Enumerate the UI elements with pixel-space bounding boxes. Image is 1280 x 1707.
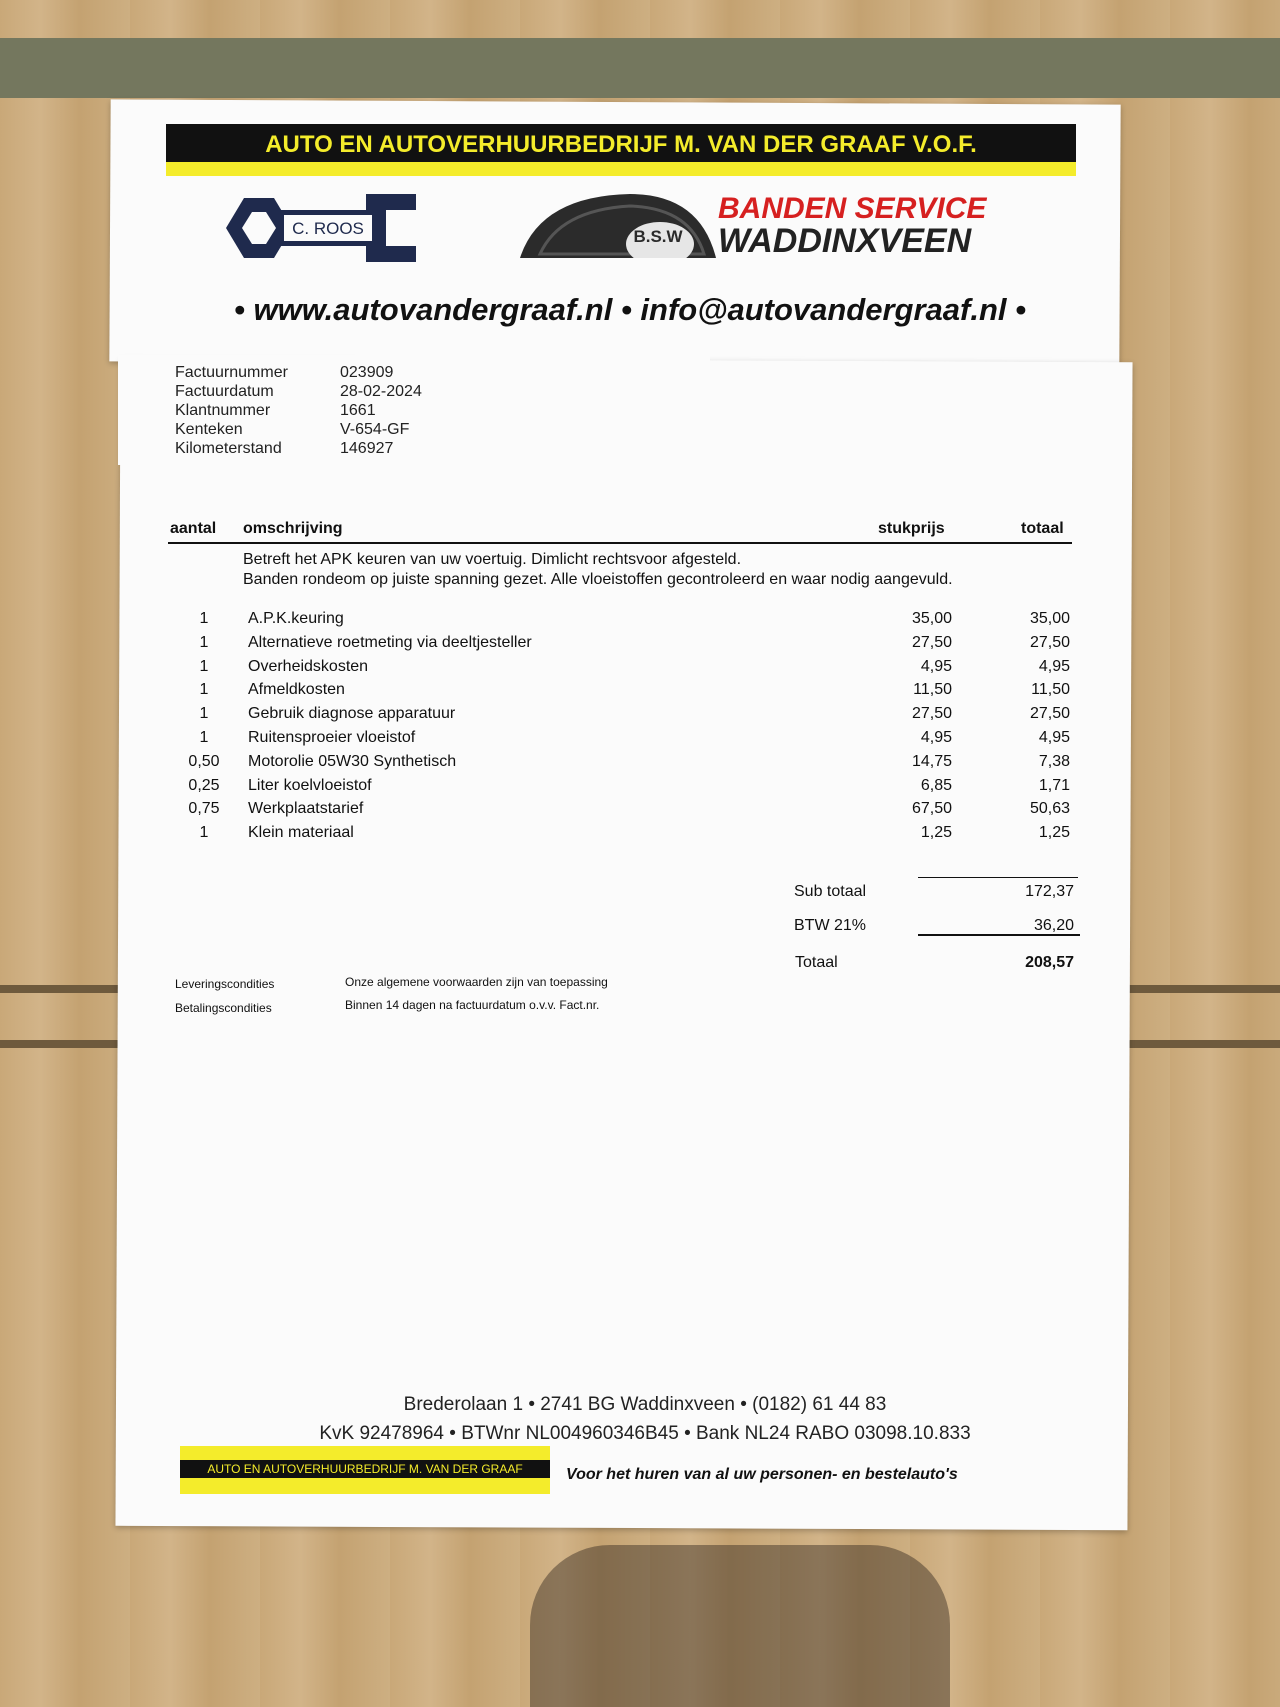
header-total: totaal (1021, 520, 1064, 537)
line-items (168, 610, 1072, 848)
row-description: Afmeldkosten (248, 681, 345, 699)
meta-mileage (175, 440, 422, 459)
meta-value: 146927 (340, 440, 394, 457)
delivery-conditions-value: Onze algemene voorwaarden zijn van toepassing (345, 975, 608, 989)
tire-logo (520, 192, 716, 258)
row-qty: 1 (199, 633, 209, 651)
total-value: 208,57 (1025, 954, 1074, 971)
table-row (168, 753, 1072, 777)
footer-registration: KvK 92478964 • BTWnr NL004960346B45 • Bank NL24 RABO 03098.10.833 (319, 1423, 971, 1444)
row-unit-price: 1,25 (920, 824, 952, 842)
table-header (168, 516, 1072, 544)
meta-invoice-number (175, 364, 422, 383)
payment-conditions-label: Betalingscondities (175, 1001, 272, 1015)
table-row (168, 729, 1072, 753)
table-row (168, 705, 1072, 729)
meta-label: Klantnummer (175, 402, 271, 419)
header-description: omschrijving (243, 520, 343, 537)
total-label: Totaal (795, 954, 838, 971)
table-row (168, 610, 1072, 634)
meta-value: 023909 (340, 364, 394, 381)
table-row (168, 658, 1072, 682)
header-qty: aantal (170, 520, 217, 537)
row-total: 4,95 (1038, 657, 1070, 675)
row-description: Alternatieve roetmeting via deeltjesteller (248, 633, 532, 651)
row-qty: 0,50 (188, 752, 220, 770)
table-rail (0, 38, 1280, 98)
meta-label: Kenteken (175, 421, 243, 438)
row-qty: 1 (199, 610, 209, 627)
roos-logo-text: C. ROOS (292, 219, 364, 238)
row-unit-price: 6,85 (920, 776, 952, 794)
work-notes (243, 550, 953, 590)
shadow (530, 1545, 950, 1707)
payment-conditions-value: Binnen 14 dagen na factuurdatum o.v.v. Fact.nr. (345, 998, 600, 1012)
work-note: Betreft het APK keuren van uw voertuig. Dimlicht rechtsvoor afgesteld. (243, 551, 742, 568)
banden-service-title: BANDEN SERVICE (718, 192, 987, 225)
row-total: 1,71 (1038, 776, 1070, 794)
row-description: Werkplaatstarief (248, 800, 364, 818)
row-unit-price: 67,50 (911, 800, 952, 818)
row-qty: 0,75 (188, 800, 220, 818)
meta-label: Kilometerstand (175, 440, 282, 457)
row-description: Ruitensproeier vloeistof (248, 728, 416, 746)
roos-wrench-logo (226, 190, 416, 266)
row-total: 50,63 (1029, 800, 1070, 818)
subtotal-rule (918, 877, 1078, 878)
row-qty: 1 (199, 705, 209, 723)
footer-banner-text: AUTO EN AUTOVERHUURBEDRIJF M. VAN DER GRAAF (180, 1460, 550, 1478)
total-rule (918, 934, 1080, 936)
meta-customer-number (175, 402, 422, 421)
table-row (168, 824, 1072, 848)
delivery-conditions-label: Leveringscondities (175, 977, 275, 991)
row-unit-price: 27,50 (911, 705, 952, 723)
invoice-meta (175, 364, 422, 459)
row-unit-price: 35,00 (911, 610, 952, 627)
meta-value: V-654-GF (340, 421, 410, 438)
table-row (168, 777, 1072, 801)
table-row (168, 634, 1072, 658)
row-total: 1,25 (1038, 824, 1070, 842)
meta-value: 28-02-2024 (340, 383, 422, 400)
meta-label: Factuurdatum (175, 383, 274, 400)
row-unit-price: 14,75 (911, 752, 952, 770)
row-unit-price: 4,95 (920, 657, 952, 675)
footer-address: Brederolaan 1 • 2741 BG Waddinxveen • (0182) 61 44 83 (403, 1394, 887, 1415)
row-total: 35,00 (1029, 610, 1070, 627)
row-qty: 1 (199, 824, 209, 842)
banden-service-location: WADDINXVEEN (718, 222, 972, 260)
contact-line: • www.autovandergraaf.nl • info@autovandergraaf.nl • (234, 292, 1026, 327)
row-description: Klein materiaal (248, 824, 354, 842)
row-unit-price: 27,50 (911, 633, 952, 651)
subtotal-value: 172,37 (1025, 883, 1074, 900)
row-total: 7,38 (1038, 752, 1070, 770)
subtotal-label: Sub totaal (794, 883, 867, 900)
table-row (168, 681, 1072, 705)
row-description: Gebruik diagnose apparatuur (248, 705, 456, 723)
row-total: 4,95 (1038, 728, 1070, 746)
meta-value: 1661 (340, 402, 376, 419)
footer-banner (180, 1446, 550, 1494)
meta-label: Factuurnummer (175, 364, 288, 381)
footer-address-block (260, 1390, 1030, 1448)
work-note: Banden rondeom op juiste spanning gezet. Alle vloeistoffen gecontroleerd en waar nodig aangevuld. (243, 571, 953, 588)
row-qty: 1 (199, 728, 209, 746)
row-unit-price: 4,95 (920, 728, 952, 746)
table-row (168, 800, 1072, 824)
row-description: A.P.K.keuring (248, 610, 344, 627)
meta-invoice-date (175, 383, 422, 402)
vat-label: BTW 21% (794, 917, 867, 934)
footer-tagline: Voor het huren van al uw personen- en bestelauto's (566, 1466, 958, 1483)
row-description: Overheidskosten (248, 657, 369, 675)
row-description: Motorolie 05W30 Synthetisch (248, 752, 457, 770)
company-banner (166, 124, 1076, 176)
header-unit-price: stukprijs (878, 520, 945, 537)
company-banner-text: AUTO EN AUTOVERHUURBEDRIJF M. VAN DER GRAAF V.O.F. (166, 128, 1076, 162)
row-qty: 1 (199, 681, 209, 699)
meta-license-plate (175, 421, 422, 440)
vat-value: 36,20 (1033, 917, 1074, 934)
row-total: 27,50 (1029, 633, 1070, 651)
row-unit-price: 11,50 (913, 681, 952, 699)
row-qty: 1 (199, 657, 209, 675)
row-total: 27,50 (1029, 705, 1070, 723)
row-qty: 0,25 (188, 776, 220, 794)
bsw-logo-text: B.S.W (633, 227, 683, 246)
row-description: Liter koelvloeistof (248, 776, 372, 794)
row-total: 11,50 (1031, 681, 1070, 699)
